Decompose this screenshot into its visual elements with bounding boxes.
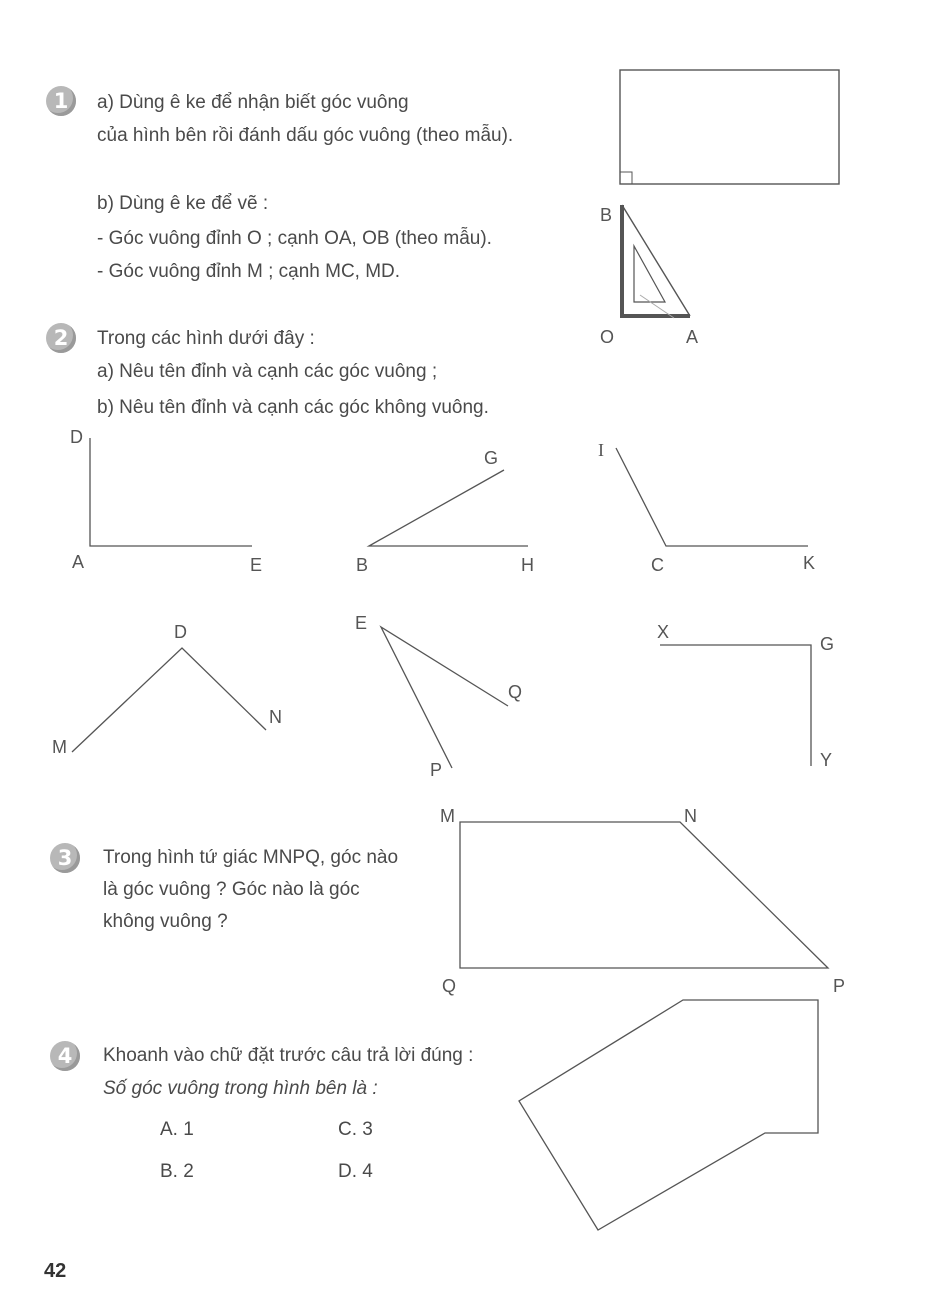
triangle-label-B: B (600, 205, 613, 225)
exercise-4-badge: 4 (50, 1041, 80, 1071)
ex2-line-intro: Trong các hình dưới đây : (97, 328, 315, 349)
ex4-option-B[interactable]: B. 2 (160, 1161, 194, 1182)
ex4-option-A[interactable]: A. 1 (160, 1119, 194, 1140)
ex2-line-a: a) Nêu tên đỉnh và cạnh các góc vuông ; (97, 361, 438, 382)
label-D2: D (174, 622, 187, 642)
label-C: C (651, 555, 664, 575)
ex3-line-2: là góc vuông ? Góc nào là góc (103, 879, 360, 900)
exercise-2-badge: 2 (46, 323, 76, 353)
label-B: B (356, 555, 369, 575)
ex4-option-D[interactable]: D. 4 (338, 1161, 373, 1182)
quad-label-P: P (833, 976, 846, 996)
page-number: 42 (44, 1260, 67, 1282)
ex1-rectangle (620, 70, 839, 184)
label-Y: Y (820, 750, 833, 770)
label-X: X (657, 622, 670, 642)
label-G2: G (820, 634, 835, 654)
triangle-label-O: O (600, 327, 615, 347)
angle-ICK (616, 448, 808, 546)
triangle-label-A: A (686, 327, 699, 347)
quadrilateral-MNPQ (460, 822, 828, 968)
label-E1: E (250, 555, 263, 575)
ex4-question: Số góc vuông trong hình bên là : (103, 1078, 378, 1099)
ex1-line-b: b) Dùng ê ke để vẽ : (97, 193, 269, 214)
ex1-set-square (620, 205, 690, 318)
angle-XGY (660, 645, 811, 766)
label-G1: G (484, 448, 499, 468)
label-Q1: Q (508, 682, 523, 702)
ex3-line-1: Trong hình tứ giác MNPQ, góc nào (103, 847, 399, 868)
ex1-line-a1: a) Dùng ê ke để nhận biết góc vuông (97, 92, 409, 113)
label-D1: D (70, 427, 83, 447)
angle-MDN (72, 648, 266, 752)
label-N1: N (269, 707, 282, 727)
angle-GBH (369, 470, 528, 546)
quad-label-M: M (440, 806, 455, 826)
quad-label-N: N (684, 806, 697, 826)
exercise-3-badge: 3 (50, 843, 80, 873)
ex1-line-a2: của hình bên rồi đánh dấu góc vuông (theo mẫu). (97, 125, 514, 146)
ex4-instruction: Khoanh vào chữ đặt trước câu trả lời đúng : (103, 1045, 474, 1066)
label-E2: E (355, 613, 368, 633)
ex4-option-C[interactable]: C. 3 (338, 1119, 373, 1140)
label-P1: P (430, 760, 443, 780)
label-I: I (598, 440, 604, 460)
angle-EPQ (381, 627, 508, 768)
ex1-line-b2: - Góc vuông đỉnh M ; cạnh MC, MD. (97, 261, 401, 282)
ex3-line-3: không vuông ? (103, 911, 228, 932)
ex4-polygon (519, 1000, 818, 1230)
exercise-1-badge: 1 (46, 86, 76, 116)
quad-label-Q: Q (442, 976, 457, 996)
label-A: A (72, 552, 85, 572)
ex1-line-b1: - Góc vuông đỉnh O ; cạnh OA, OB (theo mẫu). (97, 228, 492, 249)
angle-DAE (90, 438, 252, 546)
label-M1: M (52, 737, 67, 757)
label-H: H (521, 555, 534, 575)
ex2-line-b: b) Nêu tên đỉnh và cạnh các góc không vuông. (97, 397, 489, 418)
label-K: K (803, 553, 816, 573)
